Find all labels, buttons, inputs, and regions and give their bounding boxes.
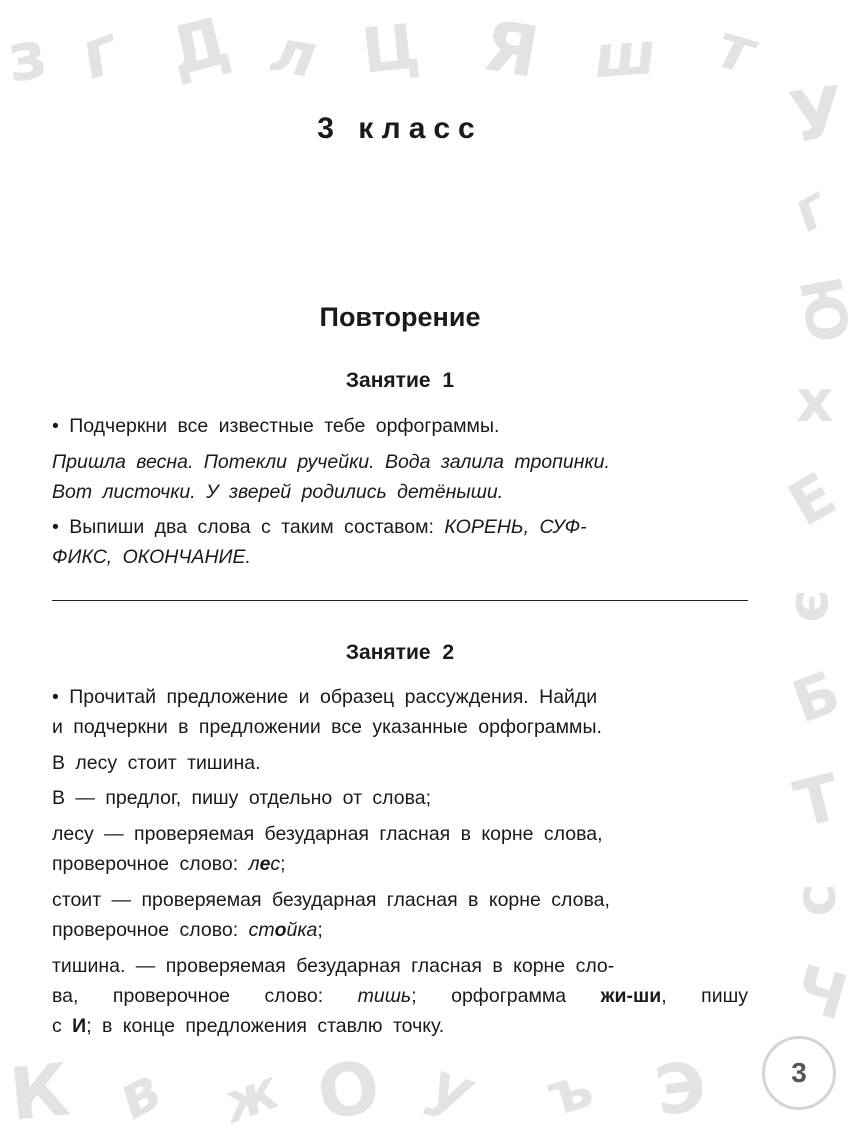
deco-letter: т (708, 8, 764, 89)
reasoning-line: ва, проверочное слово: тишь; орфограмма жи-ши, пишу (52, 985, 749, 1007)
spelling-rule: жи-ши (600, 985, 662, 1007)
reasoning-line: стоит — проверяемая безударная гласная в корне слова, (52, 889, 610, 911)
morpheme-terms: ФИКС, ОКОНЧАНИЕ. (52, 546, 251, 568)
deco-letter: Ч (787, 950, 856, 1035)
deco-letter: Е (777, 459, 848, 541)
reasoning-2 (52, 819, 748, 879)
lesson-1-task-1 (52, 411, 748, 441)
deco-letter: К (5, 1047, 74, 1137)
lesson-1-exercise-text (52, 447, 748, 507)
deco-letter: г (781, 174, 840, 246)
deco-letter: ш (591, 18, 658, 92)
example-sentence (52, 748, 748, 778)
deco-letter: Я (477, 3, 545, 95)
sentence-text: В лесу стоит тишина. (52, 752, 261, 774)
deco-letter: Т (787, 760, 848, 844)
task-text: • Подчеркни все известные тебе орфограммы. (52, 415, 500, 437)
reasoning-1 (52, 783, 748, 813)
exercise-line: Вот листочки. У зверей родились детёныши. (52, 481, 504, 503)
lesson-2-title: Занятие 2 (345, 641, 455, 664)
reasoning-3 (52, 885, 748, 945)
task-text: • Выпиши два слова с таким составом: (52, 516, 434, 538)
deco-letter: О (311, 1043, 387, 1137)
exercise-line: Пришла весна. Потекли ручейки. Вода залила тропинки. (52, 451, 610, 473)
reasoning-line: проверочное слово: стойка; (52, 919, 323, 941)
deco-letter: Д (161, 2, 238, 91)
deco-letter: у (422, 1048, 481, 1128)
lesson-1-title: Занятие 1 (345, 369, 455, 392)
stressed-vowel: о (274, 919, 287, 941)
section-title: Повторение (319, 302, 481, 332)
deco-letter: х (796, 367, 834, 435)
deco-letter: э (782, 589, 848, 623)
section-divider (52, 600, 748, 601)
deco-letter: Ю (785, 271, 862, 348)
letter-i: И (72, 1015, 87, 1037)
reasoning-text: проверочное слово: (52, 919, 239, 941)
deco-letter: У (784, 70, 850, 160)
page-number (762, 1036, 836, 1110)
lesson-1-task-2 (52, 512, 748, 572)
stressed-vowel: е (259, 853, 271, 875)
morpheme-terms: КОРЕНЬ, СУФ- (444, 516, 587, 538)
deco-letter: Ц (358, 9, 424, 88)
page-number-text: 3 (791, 1057, 807, 1088)
task-line (52, 512, 748, 542)
check-word: лес (248, 853, 281, 875)
task-line: и подчеркни в предложении все указанные орфограммы. (52, 716, 602, 738)
reasoning-text: В — предлог, пишу отдельно от слова; (52, 787, 432, 809)
deco-letter: л (266, 15, 322, 93)
grade-heading: 3 класс (317, 112, 483, 145)
reasoning-4 (52, 951, 748, 1041)
deco-letter: с (783, 883, 849, 917)
deco-letter: г (69, 10, 129, 95)
deco-letter: Э (650, 1046, 712, 1133)
deco-letter: ъ (539, 1052, 601, 1130)
reasoning-line: лесу — проверяемая безударная гласная в корне слова, (52, 823, 603, 845)
task-line (52, 542, 748, 572)
reasoning-line: с И; в конце предложения ставлю точку. (52, 1015, 445, 1037)
check-word: стойка (248, 919, 318, 941)
deco-letter: ж (214, 1057, 287, 1136)
task-line: • Прочитай предложение и образец рассуждения. Найди (52, 686, 598, 708)
deco-letter: з (2, 15, 52, 98)
reasoning-line: тишина. — проверяемая безударная гласная в корне сло- (52, 955, 615, 977)
reasoning-line: проверочное слово: лес; (52, 853, 286, 875)
check-word: тишь (357, 985, 412, 1007)
reasoning-text: проверочное слово: (52, 853, 239, 875)
lesson-2-task (52, 682, 748, 742)
deco-letter: в (105, 1054, 173, 1134)
deco-letter: Б (783, 657, 849, 737)
